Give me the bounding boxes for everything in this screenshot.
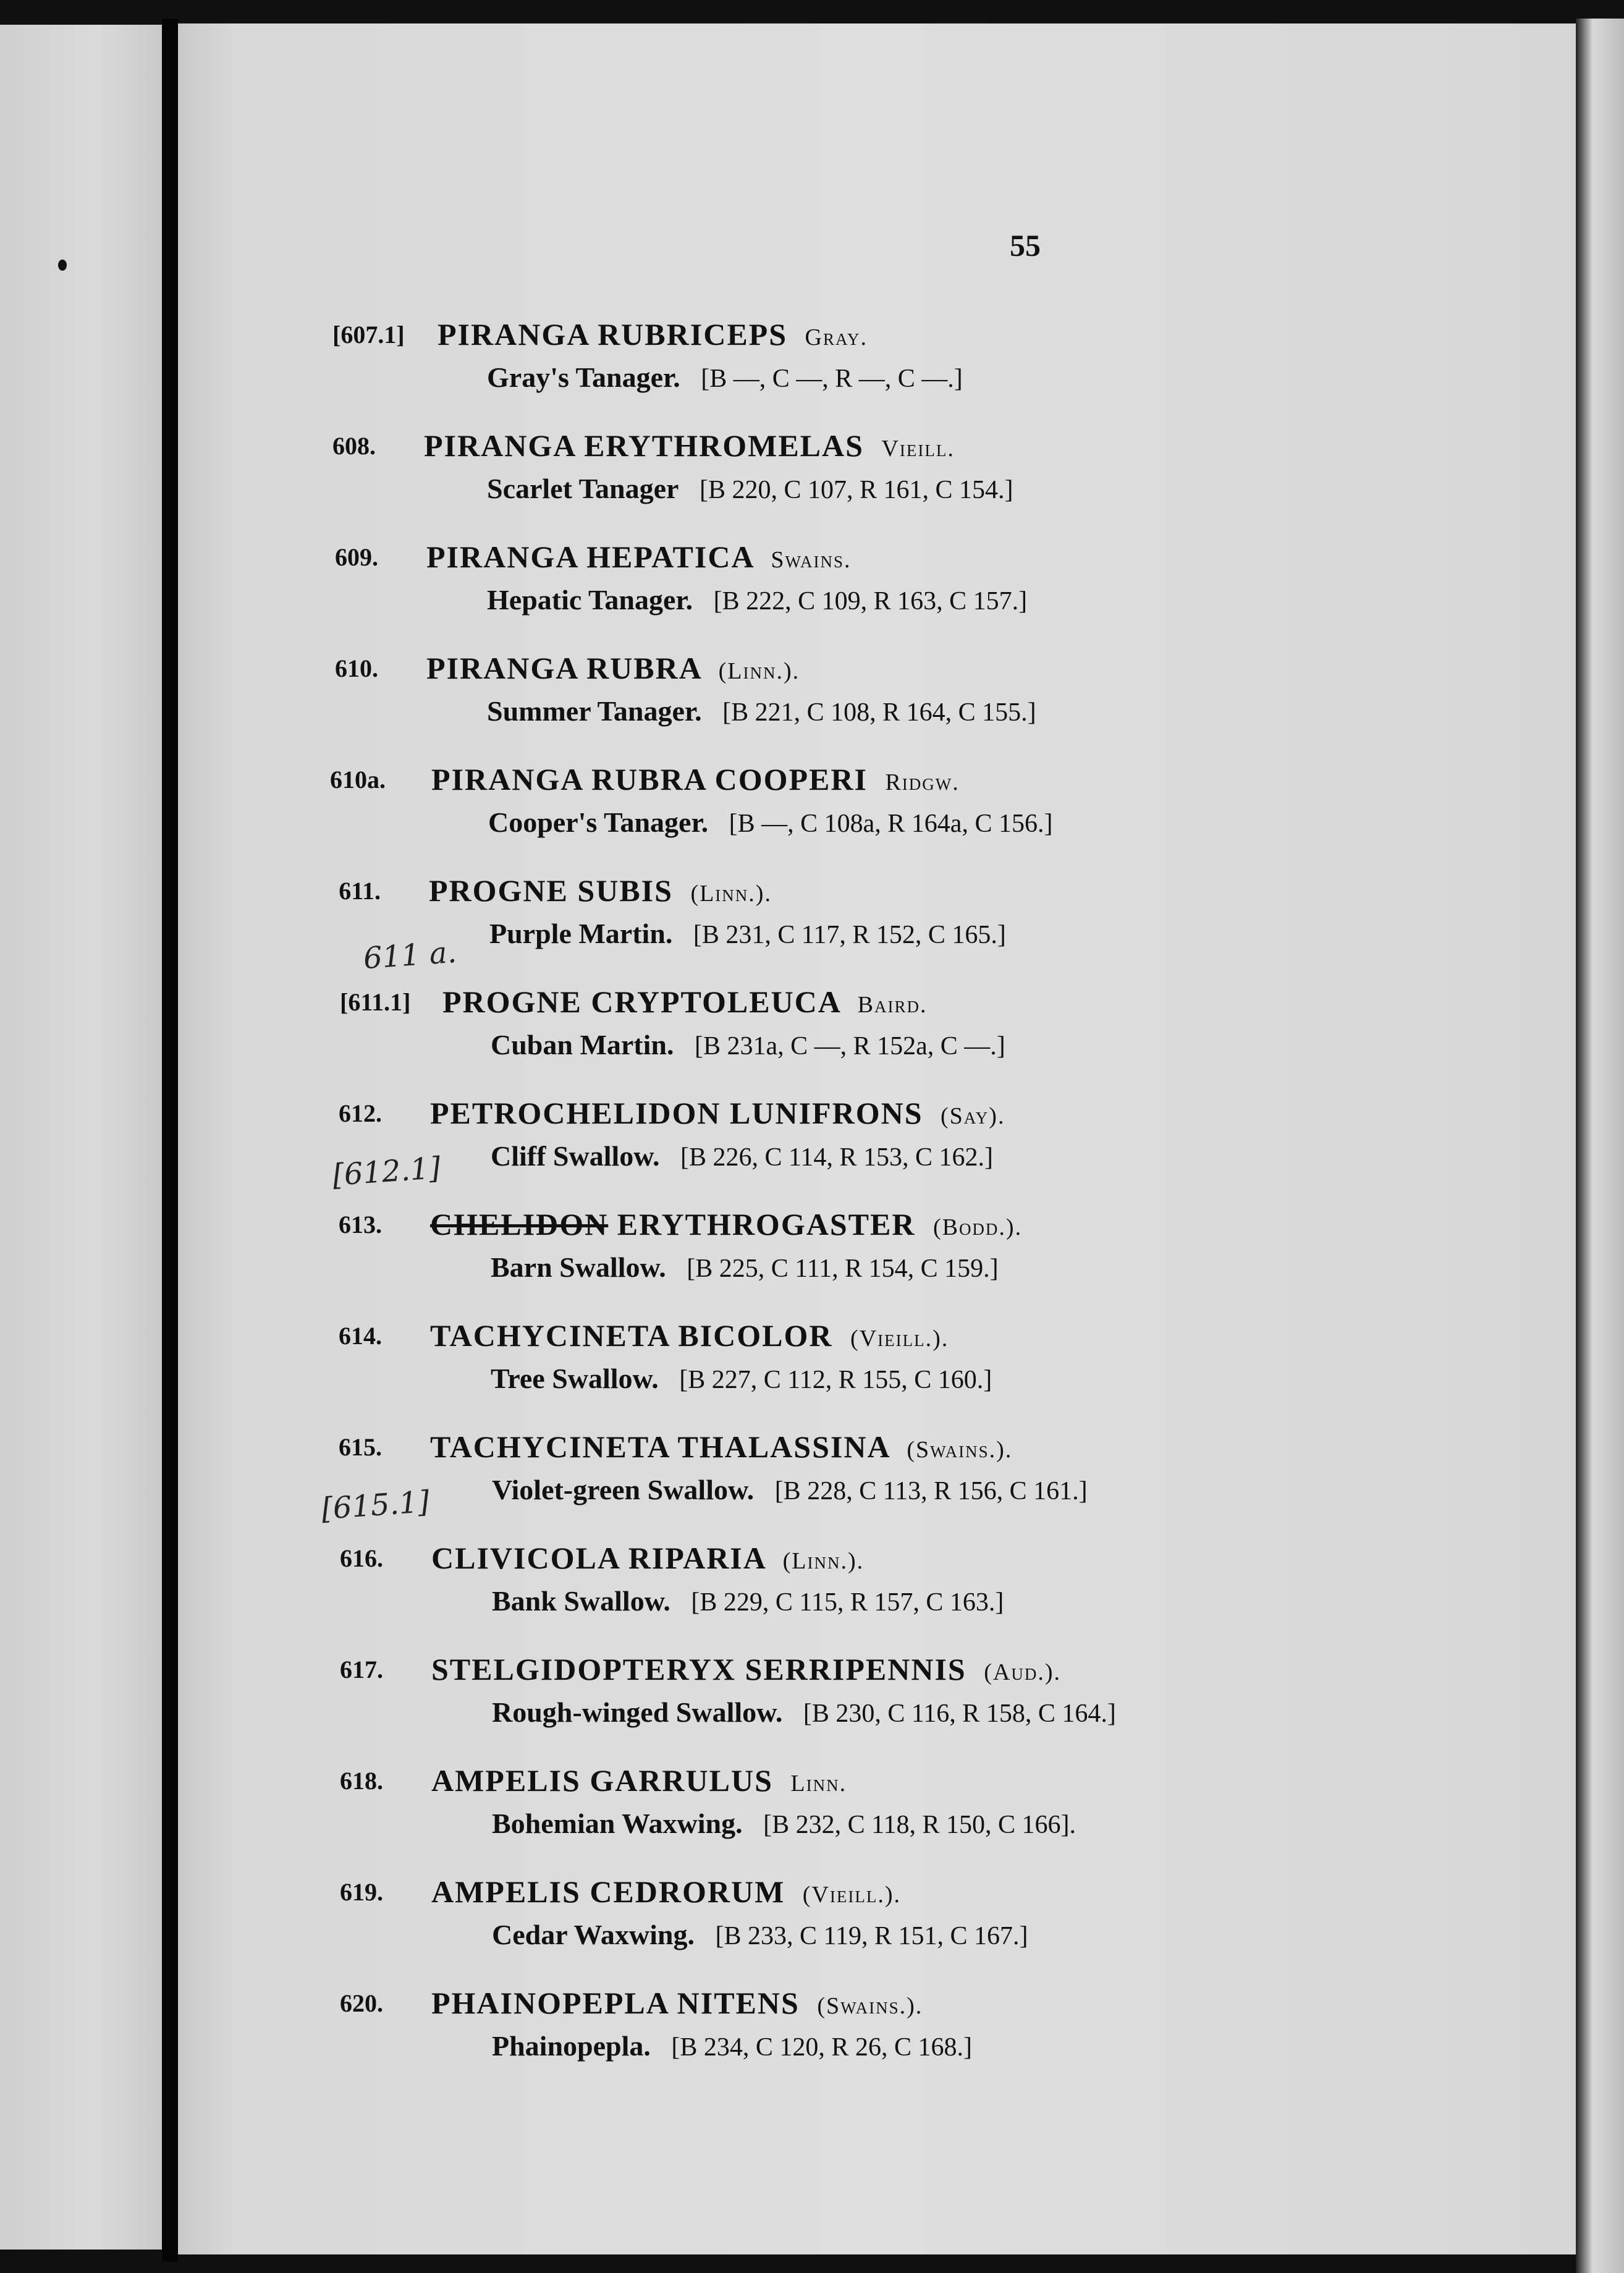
common-line	[491, 1362, 992, 1395]
genus: PHAINOPEPLA	[431, 1986, 669, 2020]
genus: PROGNE	[442, 984, 582, 1019]
common-line	[492, 1696, 1116, 1729]
references: [B 225, C 111, R 154, C 159.]	[687, 1255, 999, 1283]
common-line	[491, 1251, 999, 1284]
ink-spot	[58, 260, 67, 271]
genus: AMPELIS	[431, 1763, 581, 1798]
page-content	[178, 23, 1576, 2254]
entry-number: 612.	[339, 1099, 382, 1127]
author: (Aud.).	[984, 1659, 1061, 1685]
references: [B 231a, C —, R 152a, C —.]	[694, 1032, 1005, 1060]
common-line	[491, 1140, 993, 1172]
references: [B 227, C 112, R 155, C 160.]	[679, 1366, 992, 1394]
species: HEPATICA	[586, 540, 753, 574]
entry-number: 613.	[339, 1211, 382, 1238]
author: Baird.	[857, 992, 928, 1018]
common-name: Purple Martin.	[489, 918, 673, 949]
genus: PIRANGA	[426, 540, 578, 574]
species: RUBRA	[586, 651, 701, 685]
common-line	[489, 917, 1006, 950]
scientific-name	[430, 1318, 949, 1353]
genus: CLIVICOLA	[431, 1541, 620, 1575]
common-name: Tree Swallow.	[491, 1363, 659, 1394]
species: RUBRA COOPERI	[591, 762, 868, 797]
common-line	[487, 472, 1013, 505]
genus: TACHYCINETA	[430, 1429, 669, 1464]
genus: PIRANGA	[424, 428, 575, 463]
common-name: Hepatic Tanager.	[487, 584, 693, 616]
author: Linn.	[790, 1771, 847, 1797]
author: (Bodd.).	[933, 1214, 1023, 1240]
entry-number: 617.	[340, 1656, 383, 1683]
entry-number: 620.	[340, 1989, 383, 2017]
scientific-name	[442, 984, 927, 1020]
genus: PIRANGA	[438, 317, 589, 352]
entry-number: 619.	[340, 1878, 383, 1906]
scientific-name	[426, 650, 800, 686]
common-name: Cliff Swallow.	[491, 1140, 660, 1172]
common-name: Rough-winged Swallow.	[492, 1696, 783, 1728]
species: SERRIPENNIS	[745, 1652, 966, 1687]
species: RIPARIA	[628, 1541, 766, 1575]
author: Swains.	[771, 547, 852, 573]
scientific-name	[429, 873, 772, 908]
scientific-name	[424, 428, 955, 463]
common-name: Cedar Waxwing.	[492, 1919, 695, 1950]
species: GARRULUS	[590, 1763, 773, 1798]
scientific-name	[431, 1985, 923, 2021]
handwritten-note-615-1: [615.1]	[320, 1484, 431, 1527]
references: [B 231, C 117, R 152, C 165.]	[693, 921, 1006, 949]
genus: STELGIDOPTERYX	[431, 1652, 737, 1687]
scientific-name	[431, 1540, 864, 1576]
genus: AMPELIS	[431, 1874, 581, 1909]
common-name: Bohemian Waxwing.	[492, 1808, 743, 1839]
common-line	[487, 695, 1036, 727]
species: ERYTHROMELAS	[584, 428, 864, 463]
common-line	[492, 2030, 972, 2062]
references: [B 222, C 109, R 163, C 157.]	[713, 587, 1028, 616]
entry-number: 618.	[340, 1767, 383, 1795]
entry-number: 610.	[335, 654, 378, 682]
entry-number: 614.	[339, 1322, 382, 1350]
author: (Swains.).	[817, 1993, 923, 2019]
scientific-name	[426, 539, 851, 575]
references: [B 233, C 119, R 151, C 167.]	[715, 1922, 1028, 1950]
author: (Vieill.).	[850, 1326, 949, 1352]
species: ERYTHROGASTER	[617, 1207, 916, 1242]
author: Gray.	[805, 324, 868, 350]
references: [B 230, C 116, R 158, C 164.]	[803, 1699, 1116, 1728]
common-name: Gray's Tanager.	[487, 362, 680, 393]
genus-struck-out: CHELIDON	[430, 1207, 609, 1242]
right-page-edge	[1576, 19, 1624, 2273]
entry-number: 609.	[335, 543, 378, 571]
genus: TACHYCINETA	[430, 1318, 669, 1353]
common-name: Violet-green Swallow.	[492, 1474, 755, 1505]
references: [B 221, C 108, R 164, C 155.]	[722, 698, 1036, 727]
author: (Linn.).	[782, 1548, 865, 1574]
common-name: Cooper's Tanager.	[488, 806, 709, 838]
handwritten-note-611a: 611 a.	[362, 934, 458, 976]
species: RUBRICEPS	[598, 317, 788, 352]
common-line	[492, 1807, 1076, 1840]
entry-number: 608.	[332, 432, 376, 460]
scientific-name	[431, 1874, 901, 1910]
entry-number: 610a.	[330, 766, 386, 794]
left-page-edge	[0, 25, 162, 2250]
references: [B 234, C 120, R 26, C 168.]	[671, 2033, 972, 2062]
common-line	[487, 361, 963, 394]
references: [B 232, C 118, R 150, C 166].	[763, 1811, 1076, 1839]
references: [B 229, C 115, R 157, C 163.]	[691, 1588, 1004, 1617]
genus: PIRANGA	[426, 651, 578, 685]
author: (Say).	[941, 1103, 1005, 1129]
species: THALASSINA	[677, 1429, 889, 1464]
references: [B 226, C 114, R 153, C 162.]	[680, 1143, 993, 1172]
author: (Swains.).	[907, 1437, 1013, 1463]
entry-number: [611.1]	[340, 988, 411, 1016]
references: [B —, C —, R —, C —.]	[701, 365, 963, 393]
scientific-name	[430, 1206, 1022, 1242]
common-name: Cuban Martin.	[491, 1029, 674, 1060]
page-number: 55	[1010, 228, 1041, 263]
references: [B —, C 108a, R 164a, C 156.]	[729, 810, 1053, 838]
scientific-name	[431, 761, 960, 797]
author: (Vieill.).	[802, 1882, 902, 1908]
common-name: Barn Swallow.	[491, 1251, 666, 1283]
common-name: Bank Swallow.	[492, 1585, 670, 1617]
entry-number: [607.1]	[332, 321, 405, 349]
entry-number: 615.	[339, 1433, 382, 1461]
entry-number: 611.	[339, 877, 381, 905]
author: Ridgw.	[885, 769, 960, 795]
common-name: Summer Tanager.	[487, 695, 702, 727]
common-line	[488, 806, 1052, 839]
author: Vieill.	[881, 436, 955, 462]
species: NITENS	[677, 1986, 800, 2020]
scientific-name	[431, 1763, 847, 1798]
species: SUBIS	[577, 873, 673, 908]
species: CEDRORUM	[590, 1874, 785, 1909]
references: [B 228, C 113, R 156, C 161.]	[774, 1477, 1088, 1505]
species: CRYPTOLEUCA	[591, 984, 840, 1019]
handwritten-note-612-1: [612.1]	[331, 1150, 442, 1193]
genus: PIRANGA	[431, 762, 583, 797]
author: (Linn.).	[690, 881, 772, 907]
scientific-name	[431, 1651, 1061, 1687]
scientific-name	[438, 316, 868, 352]
common-line	[487, 583, 1027, 616]
common-name: Phainopepla.	[492, 2030, 651, 2062]
common-line	[492, 1585, 1004, 1617]
scientific-name	[430, 1095, 1005, 1131]
common-line	[492, 1473, 1088, 1506]
book-gutter	[162, 19, 178, 2262]
common-line	[492, 1918, 1028, 1951]
genus: PETROCHELIDON	[430, 1096, 721, 1130]
entry-number: 616.	[340, 1544, 383, 1572]
scientific-name	[430, 1429, 1012, 1465]
references: [B 220, C 107, R 161, C 154.]	[699, 476, 1013, 504]
author: (Linn.).	[718, 658, 800, 684]
common-line	[491, 1028, 1005, 1061]
common-name: Scarlet Tanager	[487, 473, 679, 504]
genus: PROGNE	[429, 873, 569, 908]
species: BICOLOR	[678, 1318, 833, 1353]
species: LUNIFRONS	[730, 1096, 923, 1130]
